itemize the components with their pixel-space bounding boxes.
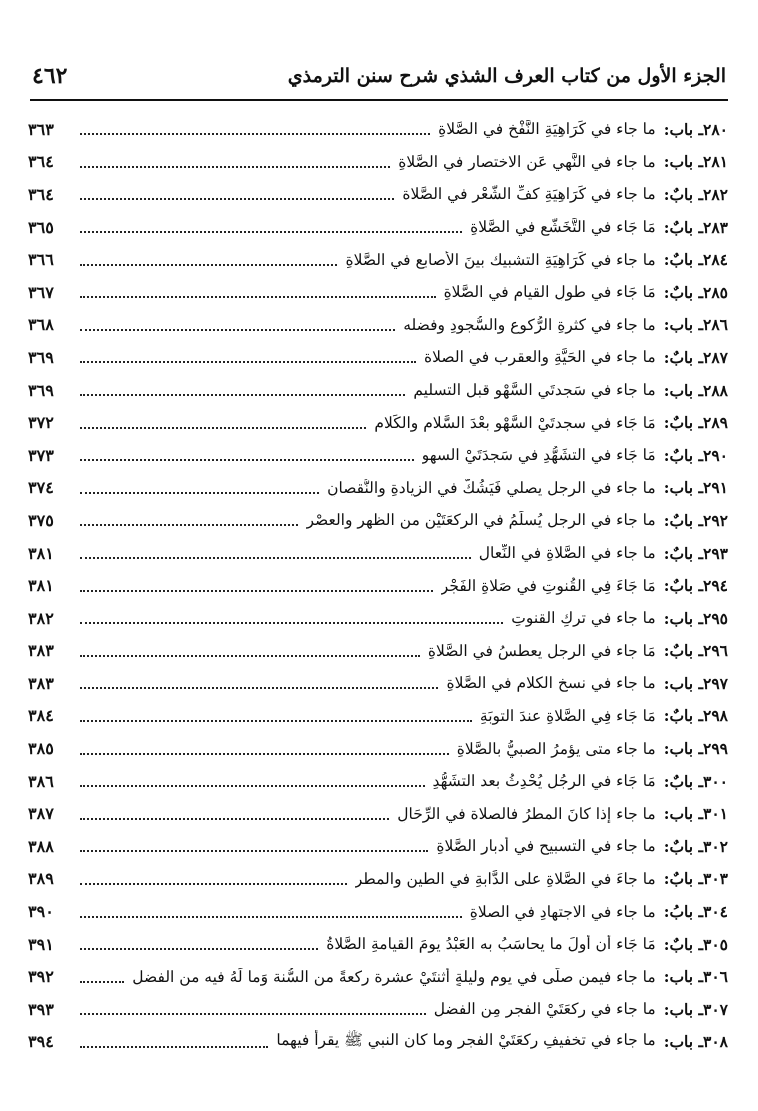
dot-leader: [80, 1013, 426, 1015]
dot-leader: [80, 329, 395, 331]
entry-page-number: ٣٧٣: [28, 445, 54, 465]
entry-number: ٢٩٦: [703, 641, 728, 661]
entry-bab-label: ـ بابٌ:: [663, 869, 704, 889]
entry-number: ٣٠٦: [703, 967, 728, 987]
entry-bab-label: ـ بابٌ:: [663, 250, 704, 270]
entry-page-number: ٣٦٣: [28, 119, 54, 139]
entry-bab-label: ـ بابٌ:: [663, 510, 704, 530]
toc-entry: [28, 863, 728, 896]
entry-title: ما جاء في ركعَتَيْ الفجر مِن الفضلِ: [433, 1000, 656, 1019]
entry-number: ٢٨٧: [703, 347, 728, 367]
dot-leader: [80, 720, 472, 722]
entry-page-number: ٣٦٨: [28, 315, 54, 335]
toc-entry: [28, 993, 728, 1026]
entry-title: ما جاء في النَّهي عَن الاختصار في الصَّلاةِ: [398, 152, 656, 171]
entry-page-number: ٣٩١: [28, 934, 54, 954]
entry-page-number: ٣٩٠: [28, 902, 54, 922]
entry-page-number: ٣٦٤: [28, 152, 54, 172]
toc-entry: [28, 960, 728, 993]
entry-page-number: ٣٦٤: [28, 184, 54, 204]
entry-title: ما جاء في تخفيفِ ركعَتَيْ الفجر وما كان النبي ﷺ يقرأ فيهما: [276, 1031, 656, 1050]
toc-entry: [28, 146, 728, 179]
dot-leader: [80, 166, 390, 168]
toc-entry: [28, 569, 728, 602]
dot-leader: [80, 427, 366, 429]
entry-number: ٢٨٨: [703, 380, 728, 400]
dot-leader: [80, 198, 394, 200]
entry-number: ٢٩٧: [703, 673, 728, 693]
entry-number: ٢٩١: [703, 478, 728, 498]
toc-entry: [28, 797, 728, 830]
entry-bab-label: ـ باب:: [663, 478, 704, 498]
toc-entry: [28, 765, 728, 798]
entry-number: ٢٩٩: [703, 739, 728, 759]
toc-entry: [28, 243, 728, 276]
toc-entry: [28, 472, 728, 505]
entry-title: ما جاء فيمن صلَّى في يوم وليلةٍ أَثنتَيْ عشرة ركعةً من السُّنة وَما لَهُ فيه من الفضلِ: [132, 967, 656, 986]
entry-title: ما جاء في نسخِ الكلامِ في الصَّلاةِ: [446, 674, 656, 693]
entry-number: ٢٨٦: [703, 315, 728, 335]
entry-bab-label: ـ بابٌ:: [663, 836, 704, 856]
entry-number: ٣٠٨: [703, 1032, 728, 1052]
dot-leader: [80, 296, 436, 298]
entry-number: ٢٩٨: [703, 706, 728, 726]
entry-bab-label: ـ بابٌ:: [663, 641, 704, 661]
toc-entry: [28, 178, 728, 211]
toc-entry: [28, 700, 728, 733]
dot-leader: [80, 883, 347, 885]
entry-page-number: ٣٦٩: [28, 347, 54, 367]
entry-page-number: ٣٨٧: [28, 804, 54, 824]
entry-title: مَا جَاء فِي الصَّلاةِ عندَ التوبَةِ: [479, 706, 656, 725]
toc-entry: [28, 1026, 728, 1059]
dot-leader: [80, 557, 471, 559]
entry-title: ما جاء في كثرةِ الرُّكوعِ والسُّجودِ وفضله: [403, 315, 656, 334]
entry-number: ٢٨٤: [703, 250, 728, 270]
dot-leader: [80, 492, 319, 494]
toc-entry: [28, 439, 728, 472]
dot-leader: [80, 981, 124, 983]
entry-title: مَا جاء في الرجل يعطسُ في الصَّلاةِ: [427, 641, 656, 660]
entry-bab-label: ـ بابٌ:: [663, 217, 704, 237]
entry-bab-label: ـ باب:: [663, 1032, 704, 1052]
dot-leader: [80, 394, 405, 396]
toc-entry: [28, 602, 728, 635]
dot-leader: [80, 948, 318, 950]
entry-page-number: ٣٨٨: [28, 836, 54, 856]
entry-bab-label: ـ باب:: [663, 608, 704, 628]
entry-page-number: ٣٧٥: [28, 510, 54, 530]
entry-number: ٢٨٩: [703, 413, 728, 433]
entry-page-number: ٣٦٥: [28, 217, 54, 237]
entry-bab-label: ـ باب:: [663, 739, 704, 759]
toc-entry: [28, 113, 728, 146]
toc-entry: [28, 504, 728, 537]
toc-entry: [28, 374, 728, 407]
dot-leader: [80, 133, 430, 135]
entry-number: ٣٠٣: [703, 869, 728, 889]
entry-title: ما جاء في الرجل يصلي فَيَشُكُّ في الزيادةِ والنُّقصانِ: [327, 478, 656, 497]
entry-page-number: ٣٨٥: [28, 739, 54, 759]
entry-title: ما جاء في الاجتهادِ في الصلاةِ: [469, 902, 656, 921]
entry-number: ٣٠١: [703, 804, 728, 824]
dot-leader: [80, 753, 449, 755]
table-of-contents: [28, 113, 728, 1058]
entry-title: مَا جَاء في التشَهُّدِ في سَجدَتَيْ السهو: [421, 446, 656, 465]
entry-number: ٢٨٢: [703, 184, 728, 204]
dot-leader: [80, 231, 462, 233]
entry-page-number: ٣٨٤: [28, 706, 54, 726]
entry-title: ما جاء في تركِ القنوتِ: [511, 609, 656, 628]
entry-page-number: ٣٩٣: [28, 999, 54, 1019]
entry-page-number: ٣٨٣: [28, 641, 54, 661]
entry-bab-label: ـ بابٌ:: [663, 706, 704, 726]
toc-entry: [28, 537, 728, 570]
entry-page-number: ٣٩٢: [28, 967, 54, 987]
entry-title: مَا جَاء في الرجُلِ يُحْدِثُ بعد التشَهُّدِ: [432, 772, 656, 791]
entry-title: ما جاء في كَرَاهِيَةِ كفِّ الشَّعْر في الصَّلاة: [402, 185, 656, 204]
entry-title: مَا جَاءَ فِي القُنوتِ في صَلاةِ الفَجْرِ: [440, 576, 656, 595]
entry-bab-label: ـ باب:: [663, 380, 704, 400]
entry-page-number: ٣٦٧: [28, 282, 54, 302]
entry-title: ما جاء في الصَّلاةِ في النِّعال: [478, 544, 656, 563]
dot-leader: [80, 785, 425, 787]
page-number: ٤٦٢: [32, 63, 68, 89]
entry-bab-label: ـ بابٌ:: [663, 771, 704, 791]
dot-leader: [80, 916, 462, 918]
entry-bab-label: ـ بابٌ:: [663, 413, 704, 433]
toc-entry: [28, 309, 728, 342]
entry-page-number: ٣٨٩: [28, 869, 54, 889]
entry-title: مَا جَاء في التَّخَشُّع في الصَّلاةِ: [470, 218, 656, 237]
entry-page-number: ٣٩٤: [28, 1032, 54, 1052]
dot-leader: [80, 818, 389, 820]
entry-bab-label: ـ بابٌ:: [663, 445, 704, 465]
entry-number: ٢٨٣: [703, 217, 728, 237]
entry-page-number: ٣٨١: [28, 576, 54, 596]
entry-bab-label: ـ بابٌ:: [663, 347, 704, 367]
toc-entry: [28, 928, 728, 961]
entry-title: ما جاء متى يؤمرُ الصبيُّ بالصَّلاةِ: [456, 739, 656, 758]
entry-title: ما جاء في كَرَاهِيَةِ النَّفْخ في الصَّلاةِ: [438, 120, 656, 139]
dot-leader: [80, 687, 438, 689]
entry-page-number: ٣٨٢: [28, 608, 54, 628]
entry-page-number: ٣٦٦: [28, 250, 54, 270]
entry-title: ما جاء في الحَيَّةِ والعقرب في الصلاة: [424, 348, 656, 367]
dot-leader: [80, 361, 416, 363]
entry-bab-label: ـ بابٌ:: [663, 934, 704, 954]
dot-leader: [80, 590, 433, 592]
entry-number: ٢٩٣: [703, 543, 728, 563]
entry-title: مَا جَاء أن أولَ ما يحاسَبُ به العَبْدُ يومَ القيامةِ الصَّلاةُ: [326, 935, 656, 954]
entry-title: مَا جَاء في سجدتَيْ السَّهْوِ بعْدَ السَّلامِ والكَلامِ: [374, 413, 656, 432]
entry-bab-label: ـ باب:: [663, 119, 704, 139]
entry-number: ٣٠٧: [703, 999, 728, 1019]
entry-number: ٢٩٢: [703, 510, 728, 530]
dot-leader: [80, 264, 337, 266]
entry-number: ٣٠٥: [703, 934, 728, 954]
toc-entry: [28, 732, 728, 765]
toc-entry: [28, 667, 728, 700]
entry-bab-label: ـ بابٌ:: [663, 543, 704, 563]
entry-bab-label: ـ باب:: [663, 999, 704, 1019]
entry-number: ٢٨٠: [703, 119, 728, 139]
dot-leader: [80, 1046, 268, 1048]
dot-leader: [80, 524, 298, 526]
entry-number: ٢٩٥: [703, 608, 728, 628]
entry-title: ما جاء إذا كانَ المطرُ فالصلاة في الرِّحَالِ: [397, 804, 656, 823]
entry-title: ما جاء في كَرَاهِيَةِ التشبيك بينَ الأصابع في الصَّلاةِ: [345, 250, 656, 269]
entry-title: ما جاء في الرجل يُسلِّمُ في الركعَتَيْنِ من الظهرِ والعصْرِ: [306, 511, 656, 530]
entry-bab-label: ـ بابٌ:: [663, 282, 704, 302]
entry-title: ما جاء في سَجدتَي السَّهْوِ قبل التسليم: [413, 381, 656, 400]
entry-bab-label: ـ بابٌ:: [663, 576, 704, 596]
entry-page-number: ٣٨٣: [28, 673, 54, 693]
toc-entry: [28, 635, 728, 668]
entry-bab-label: ـ بابُ:: [663, 902, 704, 922]
entry-bab-label: ـ باب:: [663, 804, 704, 824]
entry-bab-label: ـ باب:: [663, 315, 704, 335]
entry-title: ما جاءَ في الصَّلاةِ على الدَّابةِ في الطينِ والمطرِ: [354, 869, 656, 888]
dot-leader: [80, 850, 428, 852]
running-header: [32, 58, 726, 94]
entry-title: مَا جَاء في طولِ القيامِ في الصَّلاةِ: [443, 283, 656, 302]
entry-number: ٣٠٠: [703, 771, 728, 791]
toc-entry: [28, 895, 728, 928]
entry-number: ٢٩٤: [703, 576, 728, 596]
toc-entry: [28, 406, 728, 439]
dot-leader: [80, 622, 503, 624]
dot-leader: [80, 655, 420, 657]
entry-bab-label: ـ باب:: [663, 152, 704, 172]
entry-number: ٣٠٢: [703, 836, 728, 856]
toc-entry: [28, 211, 728, 244]
entry-page-number: ٣٧٤: [28, 478, 54, 498]
entry-page-number: ٣٨٦: [28, 771, 54, 791]
entry-bab-label: ـ باب:: [663, 967, 704, 987]
running-header-title: الجزء الأول من كتاب العرف الشذي شرح سنن الترمذي: [287, 65, 726, 87]
entry-bab-label: ـ باب:: [663, 673, 704, 693]
entry-number: ٣٠٤: [703, 902, 728, 922]
entry-number: ٢٩٠: [703, 445, 728, 465]
entry-title: ما جاء في التسبيحِ في أدبارِ الصَّلاةِ: [436, 837, 656, 856]
toc-entry: [28, 276, 728, 309]
entry-number: ٢٨١: [703, 152, 728, 172]
dot-leader: [80, 459, 414, 461]
header-rule: [30, 99, 728, 101]
entry-bab-label: ـ بابٌ:: [663, 184, 704, 204]
entry-page-number: ٣٦٩: [28, 380, 54, 400]
toc-entry: [28, 830, 728, 863]
entry-number: ٢٨٥: [703, 282, 728, 302]
toc-entry: [28, 341, 728, 374]
entry-page-number: ٣٨١: [28, 543, 54, 563]
entry-page-number: ٣٧٢: [28, 413, 54, 433]
